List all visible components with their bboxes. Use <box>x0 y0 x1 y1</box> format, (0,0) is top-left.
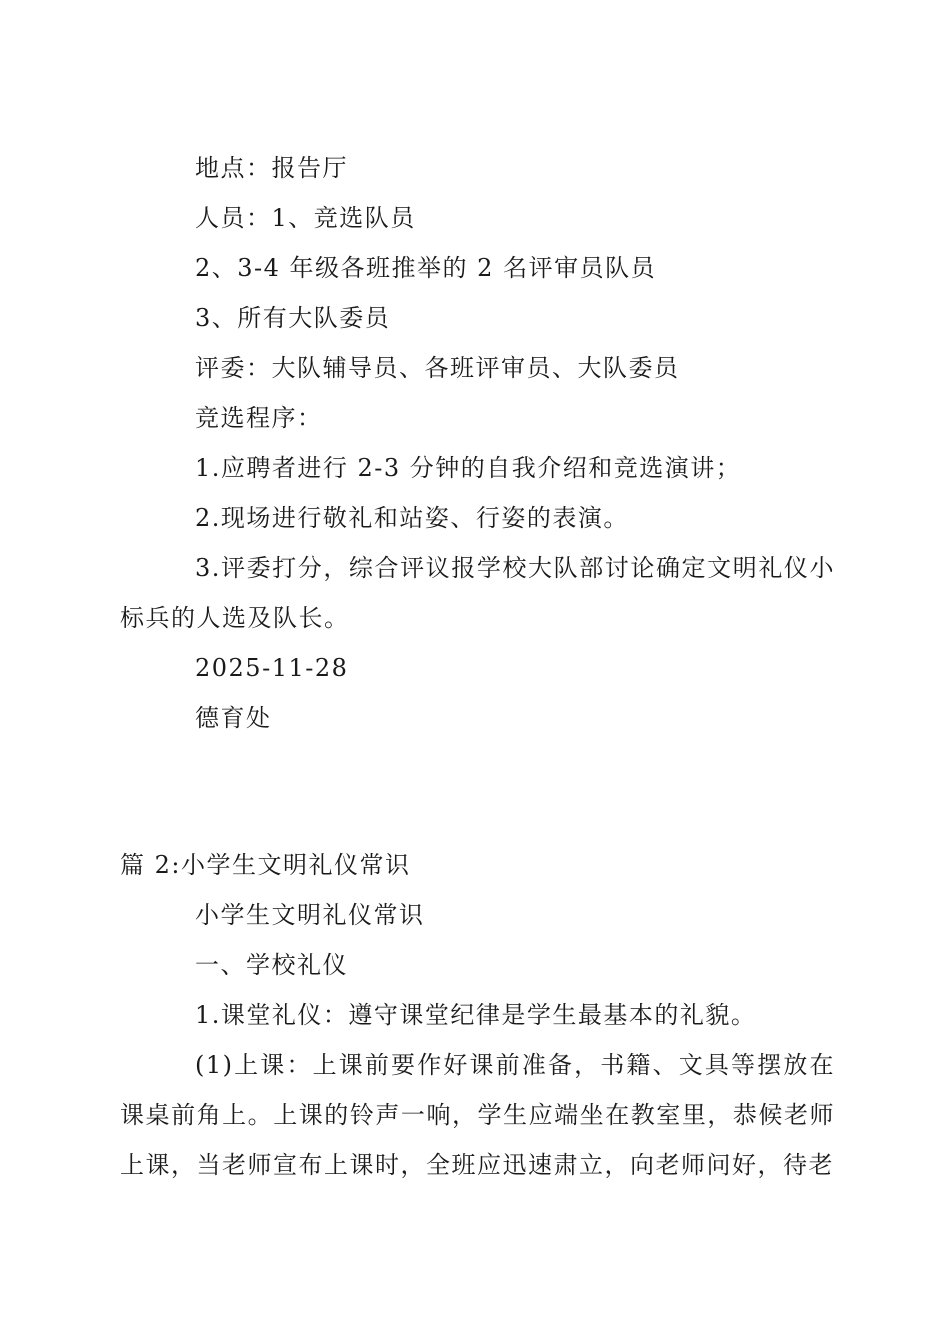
section-title: 小学生文明礼仪常识 <box>195 901 425 929</box>
judges-line: 评委：大队辅导员、各班评审员、大队委员 <box>195 354 680 382</box>
section-heading: 篇 2:小学生文明礼仪常识 <box>120 851 411 879</box>
procedure-step-3: 3.评委打分，综合评议报学校大队部讨论确定文明礼仪小标兵的人选及队长。 <box>120 554 835 632</box>
personnel-item-3: 3、所有大队委员 <box>195 304 391 332</box>
etiquette-item-1-1: (1)上课：上课前要作好课前准备，书籍、文具等摆放在课桌前角上。上课的铃声一响，学生应端坐在教室里，恭候老师上课，当老师宣布上课时，全班应迅速肃立，向老师问好，待老 <box>120 1051 835 1179</box>
location-line: 地点：报告厅 <box>195 154 348 182</box>
part-heading: 一、学校礼仪 <box>195 951 348 979</box>
department-line: 德育处 <box>195 704 272 732</box>
procedure-title: 竞选程序： <box>195 404 323 432</box>
etiquette-item-1: 1.课堂礼仪：遵守课堂纪律是学生最基本的礼貌。 <box>195 1001 757 1029</box>
procedure-step-1: 1.应聘者进行 2-3 分钟的自我介绍和竞选演讲； <box>195 454 742 482</box>
procedure-step-2: 2.现场进行敬礼和站姿、行姿的表演。 <box>195 504 629 532</box>
personnel-item-2: 2、3-4 年级各班推举的 2 名评审员队员 <box>195 254 657 282</box>
date-line: 2025-11-28 <box>195 654 349 682</box>
personnel-line: 人员：1、竞选队员 <box>195 204 416 232</box>
